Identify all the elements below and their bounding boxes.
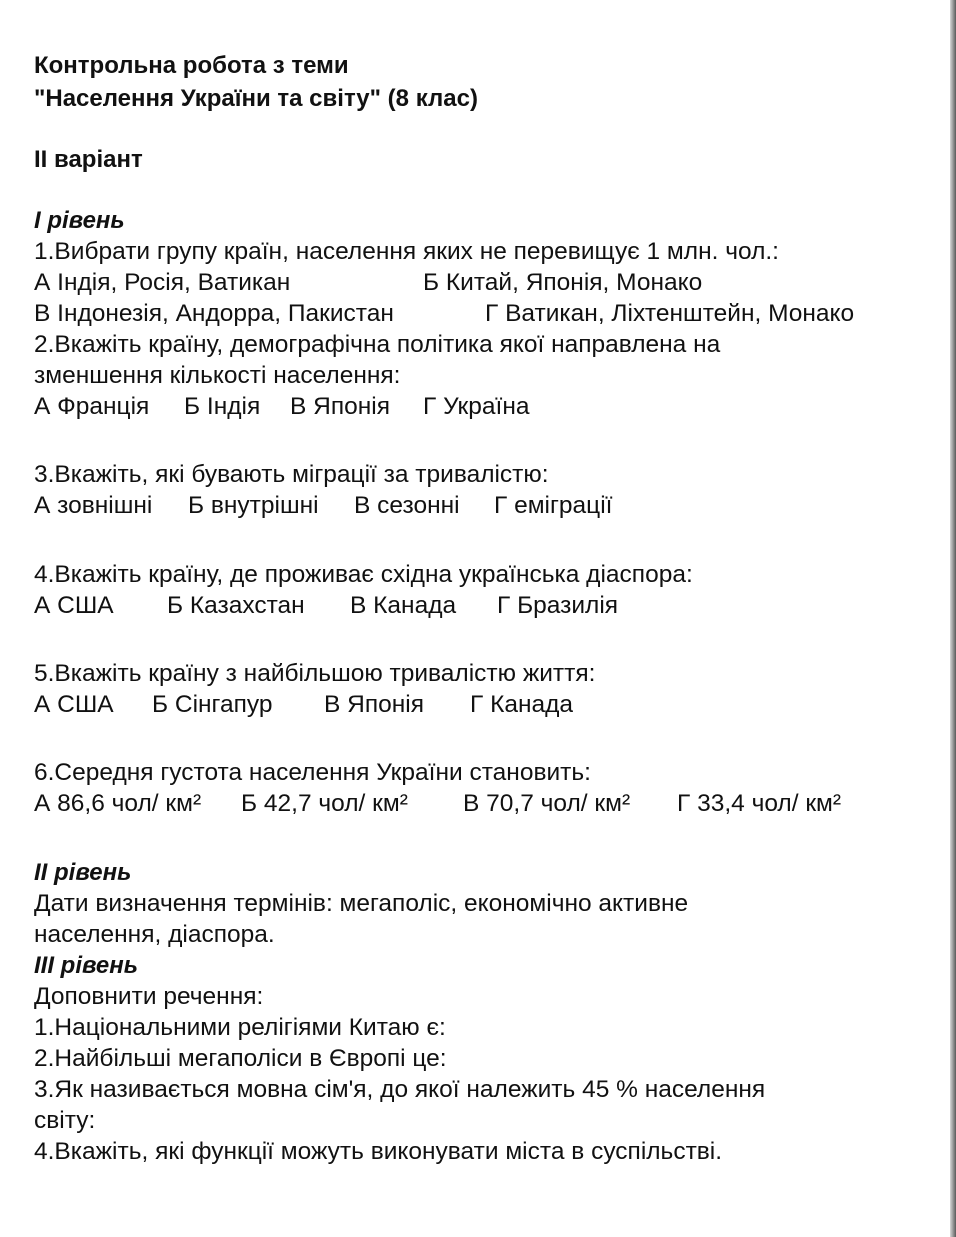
level-3-intro: Доповнити речення: — [34, 983, 264, 1010]
question-2-line-2: зменшення кількості населення: — [34, 362, 401, 389]
q3-option-a: А зовнішні — [34, 492, 153, 519]
q1-option-c: В Індонезія, Андорра, Пакистан — [34, 300, 394, 327]
question-1: 1.Вибрати групу країн, населення яких не перевищує 1 млн. чол.: — [34, 238, 779, 265]
question-2-options — [34, 392, 934, 422]
page-edge-shadow — [950, 0, 956, 1237]
question-4-options — [34, 591, 934, 621]
q5-option-c: В Японія — [324, 691, 424, 718]
level-3-item-4: 4.Вкажіть, які функції можуть виконувати міста в суспільстві. — [34, 1138, 723, 1165]
title-line-2: "Населення України та світу" (8 клас) — [34, 85, 478, 112]
level-3-heading: ІІІ рівень — [34, 952, 138, 979]
level-3-item-3-line-1: 3.Як називається мовна сім'я, до якої належить 45 % населення — [34, 1076, 766, 1103]
question-1-options-row-1 — [34, 268, 934, 298]
q4-option-a: А США — [34, 592, 114, 619]
level-2-text-line-2: населення, діаспора. — [34, 921, 275, 948]
question-6: 6.Середня густота населення України становить: — [34, 759, 591, 786]
question-6-options — [34, 789, 934, 819]
question-1-options-row-2 — [34, 299, 934, 329]
q6-option-d: Г 33,4 чол/ км² — [677, 790, 842, 817]
level-3-item-2: 2.Найбільші мегаполіси в Європі це: — [34, 1045, 447, 1072]
q3-option-c: В сезонні — [354, 492, 460, 519]
q2-option-a: А Франція — [34, 393, 150, 420]
level-3-item-3-line-2: світу: — [34, 1107, 96, 1134]
level-3-item-1: 1.Національними релігіями Китаю є: — [34, 1014, 446, 1041]
q5-option-b: Б Сінгапур — [152, 691, 273, 718]
q1-option-d: Г Ватикан, Ліхтенштейн, Монако — [485, 300, 855, 327]
q2-option-b: Б Індія — [184, 393, 261, 420]
q1-option-a: А Індія, Росія, Ватикан — [34, 269, 291, 296]
q4-option-c: В Канада — [350, 592, 457, 619]
q3-option-d: Г еміграції — [494, 492, 613, 519]
q2-option-c: В Японія — [290, 393, 390, 420]
q2-option-d: Г Україна — [423, 393, 530, 420]
question-2-line-1: 2.Вкажіть країну, демографічна політика якої направлена на — [34, 331, 721, 358]
level-2-text-line-1: Дати визначення термінів: мегаполіс, економічно активне — [34, 890, 689, 917]
q3-option-b: Б внутрішні — [188, 492, 319, 519]
q4-option-d: Г Бразилія — [497, 592, 619, 619]
q6-option-c: В 70,7 чол/ км² — [463, 790, 631, 817]
q5-option-d: Г Канада — [470, 691, 574, 718]
q1-option-b: Б Китай, Японія, Монако — [423, 269, 703, 296]
title-line-1: Контрольна робота з теми — [34, 52, 349, 79]
question-3: 3.Вкажіть, які бувають міграції за тривалістю: — [34, 461, 549, 488]
level-1-heading: І рівень — [34, 207, 125, 234]
q6-option-b: Б 42,7 чол/ км² — [241, 790, 408, 817]
question-5: 5.Вкажіть країну з найбільшою тривалістю життя: — [34, 660, 596, 687]
q5-option-a: А США — [34, 691, 114, 718]
q6-option-a: А 86,6 чол/ км² — [34, 790, 202, 817]
level-2-heading: ІІ рівень — [34, 859, 132, 886]
question-5-options — [34, 690, 934, 720]
variant-heading: ІІ варіант — [34, 146, 143, 173]
q4-option-b: Б Казахстан — [167, 592, 305, 619]
question-3-options — [34, 491, 934, 521]
question-4: 4.Вкажіть країну, де проживає східна українська діаспора: — [34, 561, 693, 588]
